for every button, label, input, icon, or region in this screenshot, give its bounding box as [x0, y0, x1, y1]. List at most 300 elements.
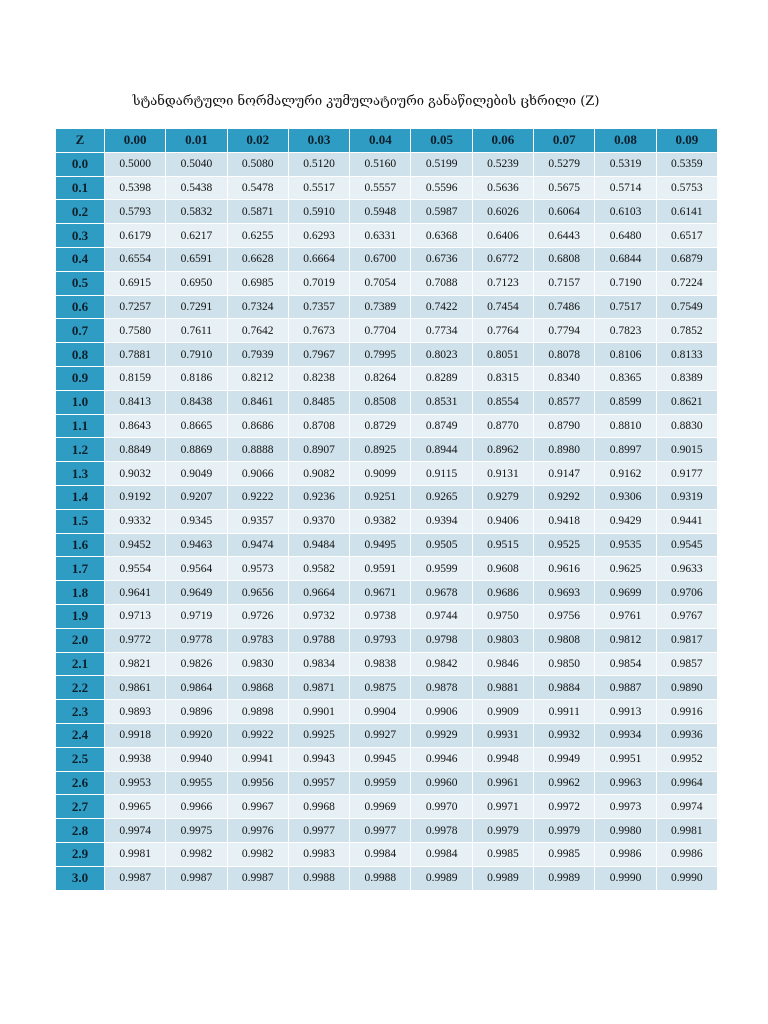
table-cell: 0.9671: [350, 581, 410, 604]
table-cell: 0.5080: [228, 153, 288, 176]
z-row-label: 0.1: [56, 177, 104, 200]
table-cell: 0.9898: [228, 700, 288, 723]
table-cell: 0.8531: [411, 391, 471, 414]
table-cell: 0.7486: [534, 296, 594, 319]
table-cell: 0.8962: [473, 438, 533, 461]
table-cell: 0.9981: [657, 819, 717, 842]
table-cell: 0.7324: [228, 296, 288, 319]
table-cell: 0.8159: [105, 367, 165, 390]
table-cell: 0.9808: [534, 629, 594, 652]
table-cell: 0.9938: [105, 748, 165, 771]
table-row: [56, 343, 717, 366]
table-row: [56, 272, 717, 295]
table-cell: 0.9846: [473, 653, 533, 676]
table-row: [56, 867, 717, 890]
table-cell: 0.9978: [411, 819, 471, 842]
table-cell: 0.9082: [289, 462, 349, 485]
table-cell: 0.9864: [166, 676, 226, 699]
table-cell: 0.9854: [595, 653, 655, 676]
table-cell: 0.9973: [595, 795, 655, 818]
table-cell: 0.7389: [350, 296, 410, 319]
table-cell: 0.9967: [228, 795, 288, 818]
table-cell: 0.8340: [534, 367, 594, 390]
table-cell: 0.9713: [105, 605, 165, 628]
table-cell: 0.7642: [228, 319, 288, 342]
table-cell: 0.6915: [105, 272, 165, 295]
table-cell: 0.9772: [105, 629, 165, 652]
table-cell: 0.9706: [657, 581, 717, 604]
table-cell: 0.9641: [105, 581, 165, 604]
table-cell: 0.9960: [411, 772, 471, 795]
table-cell: 0.9279: [473, 486, 533, 509]
table-cell: 0.7157: [534, 272, 594, 295]
z-row-label: 1.9: [56, 605, 104, 628]
table-cell: 0.9943: [289, 748, 349, 771]
table-cell: 0.6628: [228, 248, 288, 271]
table-cell: 0.6554: [105, 248, 165, 271]
table-cell: 0.5793: [105, 200, 165, 223]
table-cell: 0.9418: [534, 510, 594, 533]
table-cell: 0.9932: [534, 724, 594, 747]
column-header: 0.00: [105, 129, 165, 152]
table-cell: 0.6985: [228, 272, 288, 295]
table-cell: 0.9987: [228, 867, 288, 890]
table-cell: 0.8315: [473, 367, 533, 390]
table-row: [56, 153, 717, 176]
table-row: [56, 367, 717, 390]
table-cell: 0.9901: [289, 700, 349, 723]
table-cell: 0.9968: [289, 795, 349, 818]
table-cell: 0.9977: [289, 819, 349, 842]
table-cell: 0.8577: [534, 391, 594, 414]
table-cell: 0.8078: [534, 343, 594, 366]
table-cell: 0.6368: [411, 224, 471, 247]
table-cell: 0.9931: [473, 724, 533, 747]
z-row-label: 0.9: [56, 367, 104, 390]
z-row-label: 2.0: [56, 629, 104, 652]
z-row-label: 2.7: [56, 795, 104, 818]
table-cell: 0.9984: [350, 843, 410, 866]
table-cell: 0.9966: [166, 795, 226, 818]
table-cell: 0.9981: [105, 843, 165, 866]
table-cell: 0.9761: [595, 605, 655, 628]
z-row-label: 1.5: [56, 510, 104, 533]
table-cell: 0.9990: [657, 867, 717, 890]
table-cell: 0.9032: [105, 462, 165, 485]
page-title: სტანდარტული ნორმალური კუმულატიური განაწილების ცხრილი (Z): [132, 94, 600, 109]
column-header: 0.04: [350, 129, 410, 152]
table-cell: 0.9582: [289, 557, 349, 580]
table-cell: 0.9956: [228, 772, 288, 795]
z-row-label: 2.9: [56, 843, 104, 866]
table-cell: 0.9920: [166, 724, 226, 747]
table-cell: 0.9599: [411, 557, 471, 580]
table-cell: 0.9964: [657, 772, 717, 795]
table-cell: 0.8980: [534, 438, 594, 461]
table-cell: 0.7967: [289, 343, 349, 366]
table-cell: 0.9750: [473, 605, 533, 628]
z-row-label: 2.3: [56, 700, 104, 723]
table-row: [56, 653, 717, 676]
table-cell: 0.8106: [595, 343, 655, 366]
table-cell: 0.8365: [595, 367, 655, 390]
table-cell: 0.9608: [473, 557, 533, 580]
table-cell: 0.5359: [657, 153, 717, 176]
table-cell: 0.5199: [411, 153, 471, 176]
table-cell: 0.9625: [595, 557, 655, 580]
table-cell: 0.9778: [166, 629, 226, 652]
table-cell: 0.7673: [289, 319, 349, 342]
table-cell: 0.9505: [411, 534, 471, 557]
z-row-label: 0.5: [56, 272, 104, 295]
table-cell: 0.9664: [289, 581, 349, 604]
table-cell: 0.6950: [166, 272, 226, 295]
table-cell: 0.7881: [105, 343, 165, 366]
table-cell: 0.7939: [228, 343, 288, 366]
table-cell: 0.7704: [350, 319, 410, 342]
table-cell: 0.9941: [228, 748, 288, 771]
table-cell: 0.8907: [289, 438, 349, 461]
table-cell: 0.5910: [289, 200, 349, 223]
table-cell: 0.8729: [350, 415, 410, 438]
column-header: 0.03: [289, 129, 349, 152]
table-cell: 0.5120: [289, 153, 349, 176]
table-body: [56, 153, 717, 890]
z-row-label: 1.8: [56, 581, 104, 604]
table-cell: 0.9222: [228, 486, 288, 509]
table-cell: 0.9812: [595, 629, 655, 652]
table-cell: 0.7823: [595, 319, 655, 342]
table-cell: 0.9927: [350, 724, 410, 747]
table-cell: 0.9955: [166, 772, 226, 795]
table-cell: 0.8133: [657, 343, 717, 366]
table-cell: 0.9989: [411, 867, 471, 890]
table-cell: 0.9878: [411, 676, 471, 699]
table-cell: 0.9686: [473, 581, 533, 604]
table-cell: 0.9972: [534, 795, 594, 818]
table-cell: 0.8389: [657, 367, 717, 390]
table-cell: 0.9767: [657, 605, 717, 628]
table-cell: 0.6517: [657, 224, 717, 247]
table-cell: 0.5987: [411, 200, 471, 223]
z-column-header: Z: [56, 129, 104, 152]
table-cell: 0.9918: [105, 724, 165, 747]
table-cell: 0.9980: [595, 819, 655, 842]
table-cell: 0.9015: [657, 438, 717, 461]
table-cell: 0.9925: [289, 724, 349, 747]
table-cell: 0.7291: [166, 296, 226, 319]
table-cell: 0.7357: [289, 296, 349, 319]
table-cell: 0.7454: [473, 296, 533, 319]
table-cell: 0.9049: [166, 462, 226, 485]
table-cell: 0.8051: [473, 343, 533, 366]
table-cell: 0.9788: [289, 629, 349, 652]
table-cell: 0.9515: [473, 534, 533, 557]
table-cell: 0.6879: [657, 248, 717, 271]
table-cell: 0.5040: [166, 153, 226, 176]
z-row-label: 3.0: [56, 867, 104, 890]
table-cell: 0.6141: [657, 200, 717, 223]
table-cell: 0.9357: [228, 510, 288, 533]
table-cell: 0.8289: [411, 367, 471, 390]
table-cell: 0.9909: [473, 700, 533, 723]
table-cell: 0.9975: [166, 819, 226, 842]
table-cell: 0.9406: [473, 510, 533, 533]
table-cell: 0.8212: [228, 367, 288, 390]
table-row: [56, 319, 717, 342]
table-row: [56, 391, 717, 414]
table-cell: 0.9884: [534, 676, 594, 699]
table-cell: 0.9826: [166, 653, 226, 676]
table-cell: 0.9962: [534, 772, 594, 795]
table-cell: 0.9732: [289, 605, 349, 628]
z-row-label: 0.6: [56, 296, 104, 319]
table-cell: 0.9535: [595, 534, 655, 557]
table-cell: 0.9292: [534, 486, 594, 509]
table-cell: 0.6591: [166, 248, 226, 271]
table-cell: 0.9969: [350, 795, 410, 818]
table-cell: 0.9936: [657, 724, 717, 747]
table-cell: 0.9990: [595, 867, 655, 890]
table-cell: 0.8830: [657, 415, 717, 438]
table-row: [56, 748, 717, 771]
table-cell: 0.9871: [289, 676, 349, 699]
table-row: [56, 200, 717, 223]
table-cell: 0.7224: [657, 272, 717, 295]
z-row-label: 1.4: [56, 486, 104, 509]
table-row: [56, 177, 717, 200]
table-cell: 0.9656: [228, 581, 288, 604]
column-header: 0.02: [228, 129, 288, 152]
table-cell: 0.9985: [534, 843, 594, 866]
table-cell: 0.9929: [411, 724, 471, 747]
table-cell: 0.8686: [228, 415, 288, 438]
header-row: [56, 129, 717, 152]
table-cell: 0.6480: [595, 224, 655, 247]
table-cell: 0.9744: [411, 605, 471, 628]
table-cell: 0.5279: [534, 153, 594, 176]
z-row-label: 2.2: [56, 676, 104, 699]
table-cell: 0.9452: [105, 534, 165, 557]
table-cell: 0.9699: [595, 581, 655, 604]
table-cell: 0.9793: [350, 629, 410, 652]
table-cell: 0.9949: [534, 748, 594, 771]
table-cell: 0.8023: [411, 343, 471, 366]
table-cell: 0.9633: [657, 557, 717, 580]
table-cell: 0.9719: [166, 605, 226, 628]
table-cell: 0.9756: [534, 605, 594, 628]
table-cell: 0.9394: [411, 510, 471, 533]
table-cell: 0.9957: [289, 772, 349, 795]
table-cell: 0.9783: [228, 629, 288, 652]
z-row-label: 0.4: [56, 248, 104, 271]
table-cell: 0.9803: [473, 629, 533, 652]
table-cell: 0.9345: [166, 510, 226, 533]
table-cell: 0.7995: [350, 343, 410, 366]
z-row-label: 0.3: [56, 224, 104, 247]
table-cell: 0.8944: [411, 438, 471, 461]
table-cell: 0.9850: [534, 653, 594, 676]
table-cell: 0.9974: [105, 819, 165, 842]
table-cell: 0.9207: [166, 486, 226, 509]
table-cell: 0.9236: [289, 486, 349, 509]
table-cell: 0.9983: [289, 843, 349, 866]
table-cell: 0.6331: [350, 224, 410, 247]
table-cell: 0.9495: [350, 534, 410, 557]
table-cell: 0.9961: [473, 772, 533, 795]
table-cell: 0.6736: [411, 248, 471, 271]
table-cell: 0.8665: [166, 415, 226, 438]
table-cell: 0.9821: [105, 653, 165, 676]
table-cell: 0.9251: [350, 486, 410, 509]
table-row: [56, 438, 717, 461]
table-cell: 0.9817: [657, 629, 717, 652]
table-cell: 0.9591: [350, 557, 410, 580]
table-cell: 0.6808: [534, 248, 594, 271]
table-cell: 0.6103: [595, 200, 655, 223]
z-row-label: 2.5: [56, 748, 104, 771]
table-cell: 0.9984: [411, 843, 471, 866]
table-cell: 0.9987: [105, 867, 165, 890]
table-cell: 0.9370: [289, 510, 349, 533]
table-cell: 0.9987: [166, 867, 226, 890]
table-cell: 0.9985: [473, 843, 533, 866]
table-cell: 0.7734: [411, 319, 471, 342]
table-cell: 0.8810: [595, 415, 655, 438]
table-cell: 0.8869: [166, 438, 226, 461]
table-cell: 0.8554: [473, 391, 533, 414]
table-cell: 0.8925: [350, 438, 410, 461]
table-cell: 0.9940: [166, 748, 226, 771]
table-cell: 0.9906: [411, 700, 471, 723]
table-cell: 0.9306: [595, 486, 655, 509]
table-cell: 0.9616: [534, 557, 594, 580]
table-cell: 0.6255: [228, 224, 288, 247]
table-cell: 0.9573: [228, 557, 288, 580]
table-cell: 0.9162: [595, 462, 655, 485]
table-row: [56, 486, 717, 509]
table-cell: 0.5478: [228, 177, 288, 200]
z-row-label: 1.7: [56, 557, 104, 580]
table-cell: 0.7910: [166, 343, 226, 366]
table-cell: 0.5714: [595, 177, 655, 200]
z-table: [55, 128, 718, 891]
table-cell: 0.7580: [105, 319, 165, 342]
table-cell: 0.5319: [595, 153, 655, 176]
table-cell: 0.8508: [350, 391, 410, 414]
z-row-label: 1.0: [56, 391, 104, 414]
table-cell: 0.9986: [657, 843, 717, 866]
table-cell: 0.7257: [105, 296, 165, 319]
table-cell: 0.6064: [534, 200, 594, 223]
table-cell: 0.9554: [105, 557, 165, 580]
table-cell: 0.7549: [657, 296, 717, 319]
table-cell: 0.9545: [657, 534, 717, 557]
z-row-label: 2.4: [56, 724, 104, 747]
table-cell: 0.5000: [105, 153, 165, 176]
table-cell: 0.9971: [473, 795, 533, 818]
table-cell: 0.9649: [166, 581, 226, 604]
table-cell: 0.7764: [473, 319, 533, 342]
table-cell: 0.9099: [350, 462, 410, 485]
table-row: [56, 819, 717, 842]
z-row-label: 1.6: [56, 534, 104, 557]
table-row: [56, 605, 717, 628]
table-cell: 0.9429: [595, 510, 655, 533]
table-cell: 0.9678: [411, 581, 471, 604]
table-cell: 0.9986: [595, 843, 655, 866]
table-cell: 0.9319: [657, 486, 717, 509]
table-row: [56, 843, 717, 866]
table-row: [56, 462, 717, 485]
table-header: [56, 129, 717, 152]
table-cell: 0.9857: [657, 653, 717, 676]
table-cell: 0.9951: [595, 748, 655, 771]
table-cell: 0.6772: [473, 248, 533, 271]
table-cell: 0.9952: [657, 748, 717, 771]
table-row: [56, 557, 717, 580]
table-cell: 0.9904: [350, 700, 410, 723]
table-cell: 0.9441: [657, 510, 717, 533]
table-row: [56, 534, 717, 557]
table-cell: 0.9893: [105, 700, 165, 723]
table-cell: 0.9946: [411, 748, 471, 771]
table-cell: 0.9726: [228, 605, 288, 628]
table-cell: 0.7422: [411, 296, 471, 319]
table-cell: 0.5557: [350, 177, 410, 200]
table-cell: 0.9913: [595, 700, 655, 723]
table-cell: 0.6664: [289, 248, 349, 271]
table-row: [56, 795, 717, 818]
column-header: 0.06: [473, 129, 533, 152]
table-cell: 0.8186: [166, 367, 226, 390]
z-row-label: 2.6: [56, 772, 104, 795]
table-cell: 0.9265: [411, 486, 471, 509]
table-cell: 0.9192: [105, 486, 165, 509]
table-cell: 0.6026: [473, 200, 533, 223]
table-cell: 0.9738: [350, 605, 410, 628]
table-cell: 0.9868: [228, 676, 288, 699]
table-cell: 0.9959: [350, 772, 410, 795]
table-cell: 0.9798: [411, 629, 471, 652]
table-cell: 0.9484: [289, 534, 349, 557]
column-header: 0.09: [657, 129, 717, 152]
table-row: [56, 676, 717, 699]
table-cell: 0.9382: [350, 510, 410, 533]
table-cell: 0.5675: [534, 177, 594, 200]
table-cell: 0.9953: [105, 772, 165, 795]
table-cell: 0.9979: [534, 819, 594, 842]
table-cell: 0.9974: [657, 795, 717, 818]
table-cell: 0.8413: [105, 391, 165, 414]
table-cell: 0.9916: [657, 700, 717, 723]
table-cell: 0.7794: [534, 319, 594, 342]
table-cell: 0.8997: [595, 438, 655, 461]
table-cell: 0.8485: [289, 391, 349, 414]
table-row: [56, 248, 717, 271]
table-cell: 0.8438: [166, 391, 226, 414]
table-cell: 0.7190: [595, 272, 655, 295]
table-cell: 0.9332: [105, 510, 165, 533]
table-cell: 0.7611: [166, 319, 226, 342]
table-row: [56, 415, 717, 438]
table-cell: 0.8749: [411, 415, 471, 438]
z-row-label: 1.1: [56, 415, 104, 438]
table-cell: 0.8708: [289, 415, 349, 438]
table-cell: 0.9861: [105, 676, 165, 699]
table-cell: 0.9934: [595, 724, 655, 747]
table-cell: 0.9988: [289, 867, 349, 890]
